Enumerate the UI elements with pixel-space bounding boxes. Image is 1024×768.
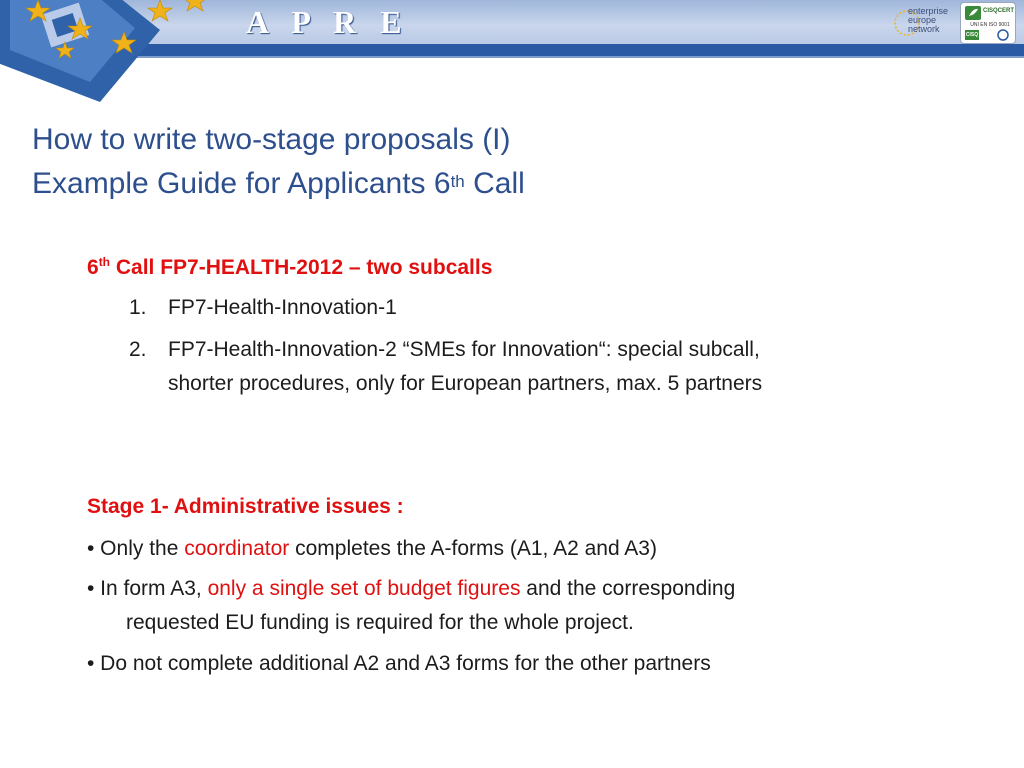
- list-number: 1.: [129, 296, 147, 319]
- call-heading: 6th Call FP7-HEALTH-2012 – two subcalls: [87, 255, 493, 279]
- title-line-1: How to write two-stage proposals (I): [32, 123, 511, 156]
- title-line-2: Example Guide for Applicants 6th Call: [32, 167, 525, 200]
- list-item: FP7-Health-Innovation-1: [168, 296, 397, 319]
- brand-title: A P R E: [246, 4, 410, 40]
- stage-heading: Stage 1- Administrative issues :: [87, 495, 404, 518]
- een-logo-text: enterprise europe network: [908, 6, 949, 34]
- bullet-budget: • In form A3, only a single set of budget figures and the corresponding: [87, 577, 736, 600]
- list-number: 2.: [129, 338, 147, 361]
- bullet-coordinator: • Only the coordinator completes the A-forms (A1, A2 and A3): [87, 537, 657, 560]
- bullet-budget-continuation: requested EU funding is required for the whole project.: [126, 611, 634, 634]
- cisq-cert-logo: CISQCERT UNI EN ISO 9001 CISQ: [960, 2, 1016, 44]
- ciso-badge: CISQ: [965, 32, 979, 38]
- list-item-continuation: shorter procedures, only for European partners, max. 5 partners: [168, 372, 763, 395]
- bullet-other-partners: • Do not complete additional A2 and A3 forms for the other partners: [87, 652, 711, 675]
- list-item: FP7-Health-Innovation-2 “SMEs for Innovation“: special subcall,: [168, 338, 760, 361]
